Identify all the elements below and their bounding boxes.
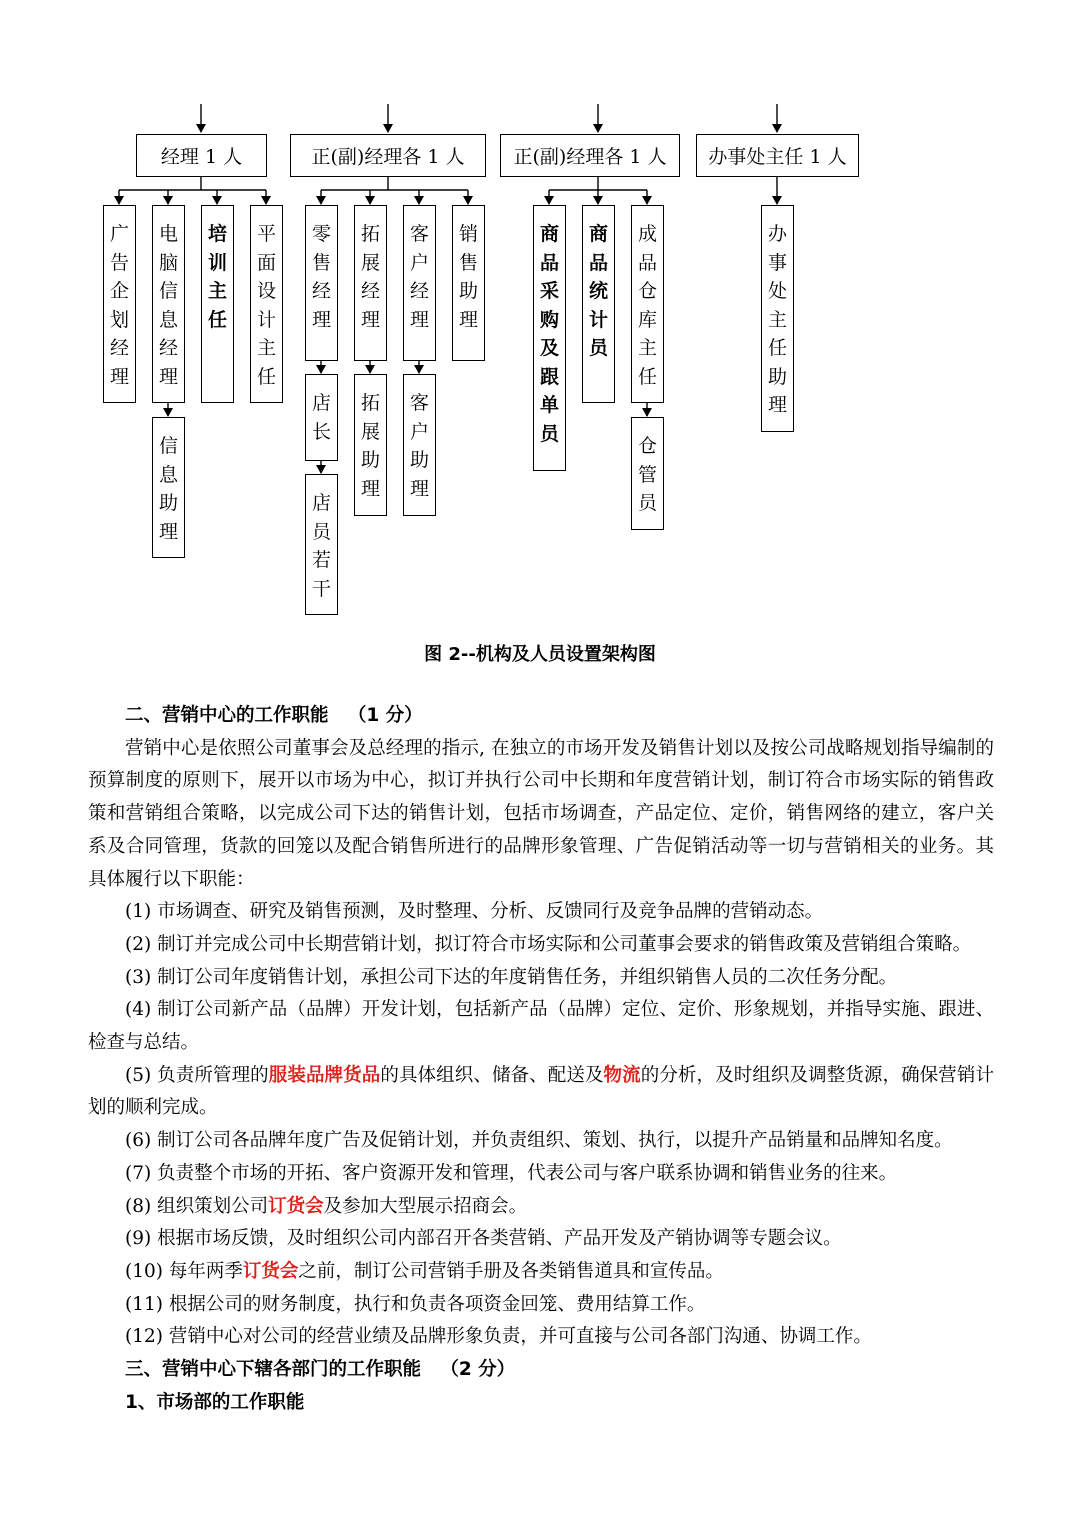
position-box-store-manager: [305, 374, 338, 461]
position-label: 拓展助理: [360, 392, 380, 500]
position-box-office-director-assistant: [761, 205, 794, 432]
position-box-graphic-design-director: [250, 205, 283, 403]
position-box-expansion-assistant: [354, 374, 387, 516]
position-box-info-assistant: [152, 417, 185, 558]
position-box-ad-planning-manager: [103, 205, 136, 403]
position-label: 客户助理: [409, 392, 429, 500]
duty-8-text-a: (8) 组织策划公司: [125, 1195, 269, 1217]
duty-item-7: (7) 负责整个市场的开拓、客户资源开发和管理，代表公司与客户联系协调和销售业务的往来。: [125, 1162, 898, 1184]
position-label: 电脑信息经理: [158, 223, 178, 388]
duty-item-2: (2) 制订并完成公司中长期营销计划，拟订符合市场实际和公司董事会要求的销售政策及营销组合策略。: [125, 933, 972, 955]
position-label: 商品采购及跟单员: [539, 223, 559, 445]
position-label: 拓展经理: [360, 223, 380, 331]
highlight-apparel-goods: 服装品牌货品: [268, 1064, 381, 1086]
manager-box-3: [500, 134, 680, 177]
position-box-retail-manager: [305, 205, 338, 361]
position-label: 办事处主任助理: [767, 223, 787, 416]
position-label: 信息助理: [158, 435, 178, 543]
section3-title: 三、营销中心下辖各部门的工作职能: [125, 1359, 422, 1381]
section3-score: （2 分）: [440, 1359, 516, 1381]
duty-10-text-c: 之前，制订公司营销手册及各类销售道具和宣传品。: [298, 1260, 724, 1282]
position-label: 销售助理: [458, 223, 478, 331]
position-label: 仓管员: [637, 435, 657, 514]
position-box-account-assistant: [403, 374, 436, 516]
duty-item-11: (11) 根据公司的财务制度，执行和负责各项资金回笼、费用结算工作。: [125, 1293, 706, 1315]
figure-caption: 图 2--机构及人员设置架构图: [424, 644, 656, 665]
section2-title: 二、营销中心的工作职能: [125, 705, 329, 726]
position-label: 商品统计员: [588, 223, 608, 359]
duty-5-text-e: 的分析，及时组织及调整货源，确保营销计划的顺利完成。: [88, 1064, 994, 1119]
position-box-warehouse-keeper: [631, 417, 664, 530]
position-box-expansion-manager: [354, 205, 387, 361]
position-label: 广告企划经理: [109, 223, 129, 388]
duty-8-text-c: 及参加大型展示招商会。: [323, 1195, 528, 1217]
body-text: [88, 700, 994, 1419]
duty-item-5: [88, 1060, 994, 1125]
duty-5-text-c: 的具体组织、储备、配送及: [380, 1064, 604, 1086]
position-box-sales-assistant: [452, 205, 485, 361]
manager-label-4: 办事处主任 1 人: [708, 146, 847, 168]
position-box-account-manager: [403, 205, 436, 361]
section3-heading: [88, 1354, 994, 1387]
position-box-purchasing-clerk: [533, 205, 566, 471]
duty-item-8: [88, 1191, 994, 1224]
position-label: 平面设计主任: [256, 223, 276, 388]
position-label: 店员若干: [311, 492, 331, 600]
duty-item-4: (4) 制订公司新产品（品牌）开发计划，包括新产品（品牌）定位、定价、形象规划，并指导实施、跟进、检查与总结。: [88, 999, 994, 1054]
highlight-order-fair-2: 订货会: [242, 1260, 299, 1282]
position-box-warehouse-director: [631, 205, 664, 403]
section3-sub1: 1、市场部的工作职能: [125, 1391, 305, 1413]
duty-item-3: (3) 制订公司年度销售计划，承担公司下达的年度销售任务，并组织销售人员的二次任务分配。: [125, 966, 898, 988]
manager-box-2: [290, 134, 486, 177]
manager-box-1: [136, 134, 267, 177]
position-box-it-manager: [152, 205, 185, 403]
duty-item-9: (9) 根据市场反馈，及时组织公司内部召开各类营销、产品开发及产销协调等专题会议。: [125, 1228, 842, 1250]
position-label: 客户经理: [409, 223, 429, 331]
position-box-training-director: [201, 205, 234, 403]
manager-box-4: [696, 134, 859, 177]
duty-5-text-a: (5) 负责所管理的: [125, 1064, 269, 1086]
duty-item-12: (12) 营销中心对公司的经营业绩及品牌形象负责，并可直接与公司各部门沟通、协调工作。: [125, 1326, 872, 1348]
highlight-order-fair: 订货会: [268, 1195, 324, 1217]
position-box-store-staff: [305, 474, 338, 615]
duty-item-1: (1) 市场调查、研究及销售预测，及时整理、分析、反馈同行及竞争品牌的营销动态。: [125, 901, 824, 923]
duty-item-6: (6) 制订公司各品牌年度广告及促销计划，并负责组织、策划、执行，以提升产品销量和品牌知名度。: [125, 1130, 953, 1152]
position-label: 零售经理: [311, 223, 331, 331]
section2-heading: [88, 700, 994, 733]
section2-intro: 营销中心是依照公司董事会及总经理的指示, 在独立的市场开发及销售计划以及按公司战略规划指导编制的预算制度的原则下，展开以市场为中心，拟订并执行公司中长期和年度营销计划，制订符合市场实际的销售政策和营销组合策略，以完成公司下达的销售计划，包括市场调查，产品定位、定价，销售网络的建立，客户关系及合同管理，货款的回笼以及配合销售所进行的品牌形象管理、广告促销活动等一切与营销相关的业务。其具体履行以下职能：: [88, 737, 994, 890]
manager-label-1: 经理 1 人: [160, 146, 243, 168]
position-label: 培训主任: [207, 223, 227, 331]
position-label: 店长: [311, 392, 331, 443]
org-chart: [0, 0, 1080, 640]
position-label: 成品仓库主任: [637, 223, 657, 388]
manager-label-2: 正(副)经理各 1 人: [311, 146, 465, 168]
highlight-logistics: 物流: [603, 1064, 641, 1086]
duty-10-text-a: (10) 每年两季: [125, 1260, 243, 1282]
manager-label-3: 正(副)经理各 1 人: [513, 146, 667, 168]
duty-item-10: [88, 1256, 994, 1289]
position-box-merchandise-statistician: [582, 205, 615, 403]
section2-score: （1 分）: [347, 705, 423, 726]
